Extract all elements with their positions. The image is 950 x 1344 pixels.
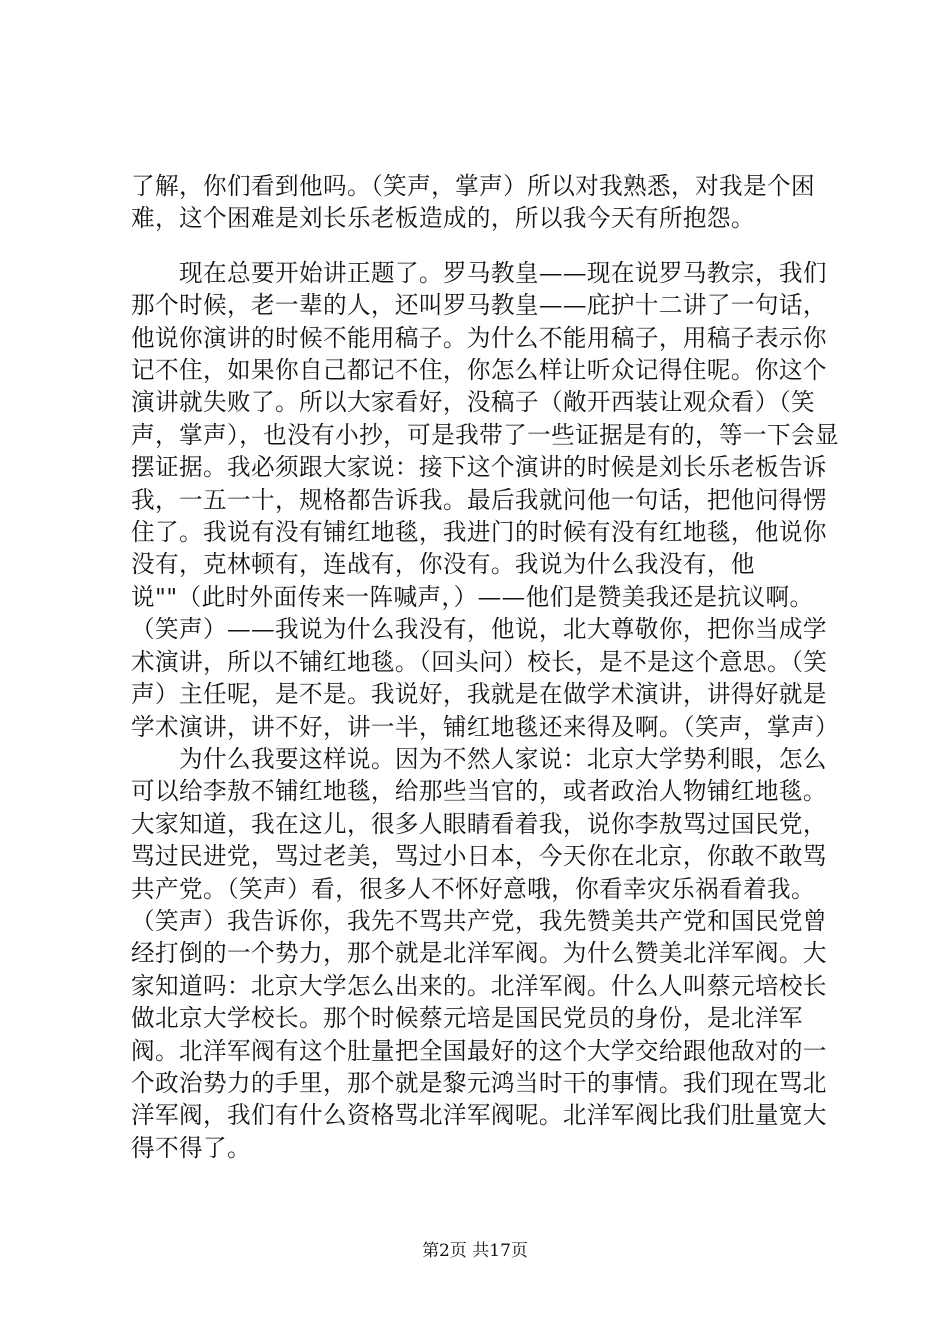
- paragraph-gap: [131, 235, 843, 257]
- paragraph-beiyang: 为什么我要这样说。因为不然人家说：北京大学势利眼，怎么可以给李敖不铺红地毯，给那些当官的，或者政治人物铺红地毯。大家知道，我在这儿，很多人眼睛看着我，说你李敖骂过国民党，骂过民进党，骂过老美，骂过小日本，今天你在北京，你敢不敢骂共产党。（笑声）看，很多人不怀好意哦，你看幸灾乐祸看着我。（笑声）我告诉你，我先不骂共产党，我先赞美共产党和国民党曾经打倒的一个势力，那个就是北洋军阀。为什么赞美北洋军阀。大家知道吗：北京大学怎么出来的。北洋军阀。什么人叫蔡元培校长做北京大学校长。那个时候蔡元培是国民党员的身份，是北洋军阀。北洋军阀有这个肚量把全国最好的这个大学交给跟他敌对的一个政治势力的手里，那个就是黎元鸿当时干的事情。我们现在骂北洋军阀，我们有什么资格骂北洋军阀呢。北洋军阀比我们肚量宽大得不得了。: [131, 744, 827, 1162]
- paragraph-continuation: 了解，你们看到他吗。（笑声，掌声）所以对我熟悉，对我是个困难，这个困难是刘长乐老板造成的，所以我今天有所抱怨。: [131, 172, 816, 233]
- body-text: [131, 170, 843, 1164]
- page-footer: 第2页 共17页: [422, 1241, 528, 1261]
- paragraph-main-topic: 现在总要开始讲正题了。罗马教皇——现在说罗马教宗，我们那个时候，老一辈的人，还叫罗马教皇——庇护十二讲了一句话，他说你演讲的时候不能用稿子。为什么不能用稿子，用稿子表示你记不住，如果你自己都记不住，你怎么样让听众记得住呢。你这个演讲就失败了。所以大家看好，没稿子（敞开西装让观众看）（笑声，掌声），也没有小抄，可是我带了一些证据是有的，等一下会显摆证据。我必须跟大家说：接下这个演讲的时候是刘长乐老板告诉我，一五一十，规格都告诉我。最后我就问他一句话，把他问得愣住了。我说有没有铺红地毯，我进门的时候有没有红地毯，他说你没有，克林顿有，连战有，你没有。我说为什么我没有，他说""（此时外面传来一阵喊声，）——他们是赞美我还是抗议啊。（笑声）——我说为什么我没有，他说，北大尊敬你，把你当成学术演讲，所以不铺红地毯。（回头问）校长，是不是这个意思。（笑声）主任呢，是不是。我说好，我就是在做学术演讲，讲得好就是学术演讲，讲不好，讲一半，铺红地毯还来得及啊。（笑声，掌声）: [131, 258, 840, 741]
